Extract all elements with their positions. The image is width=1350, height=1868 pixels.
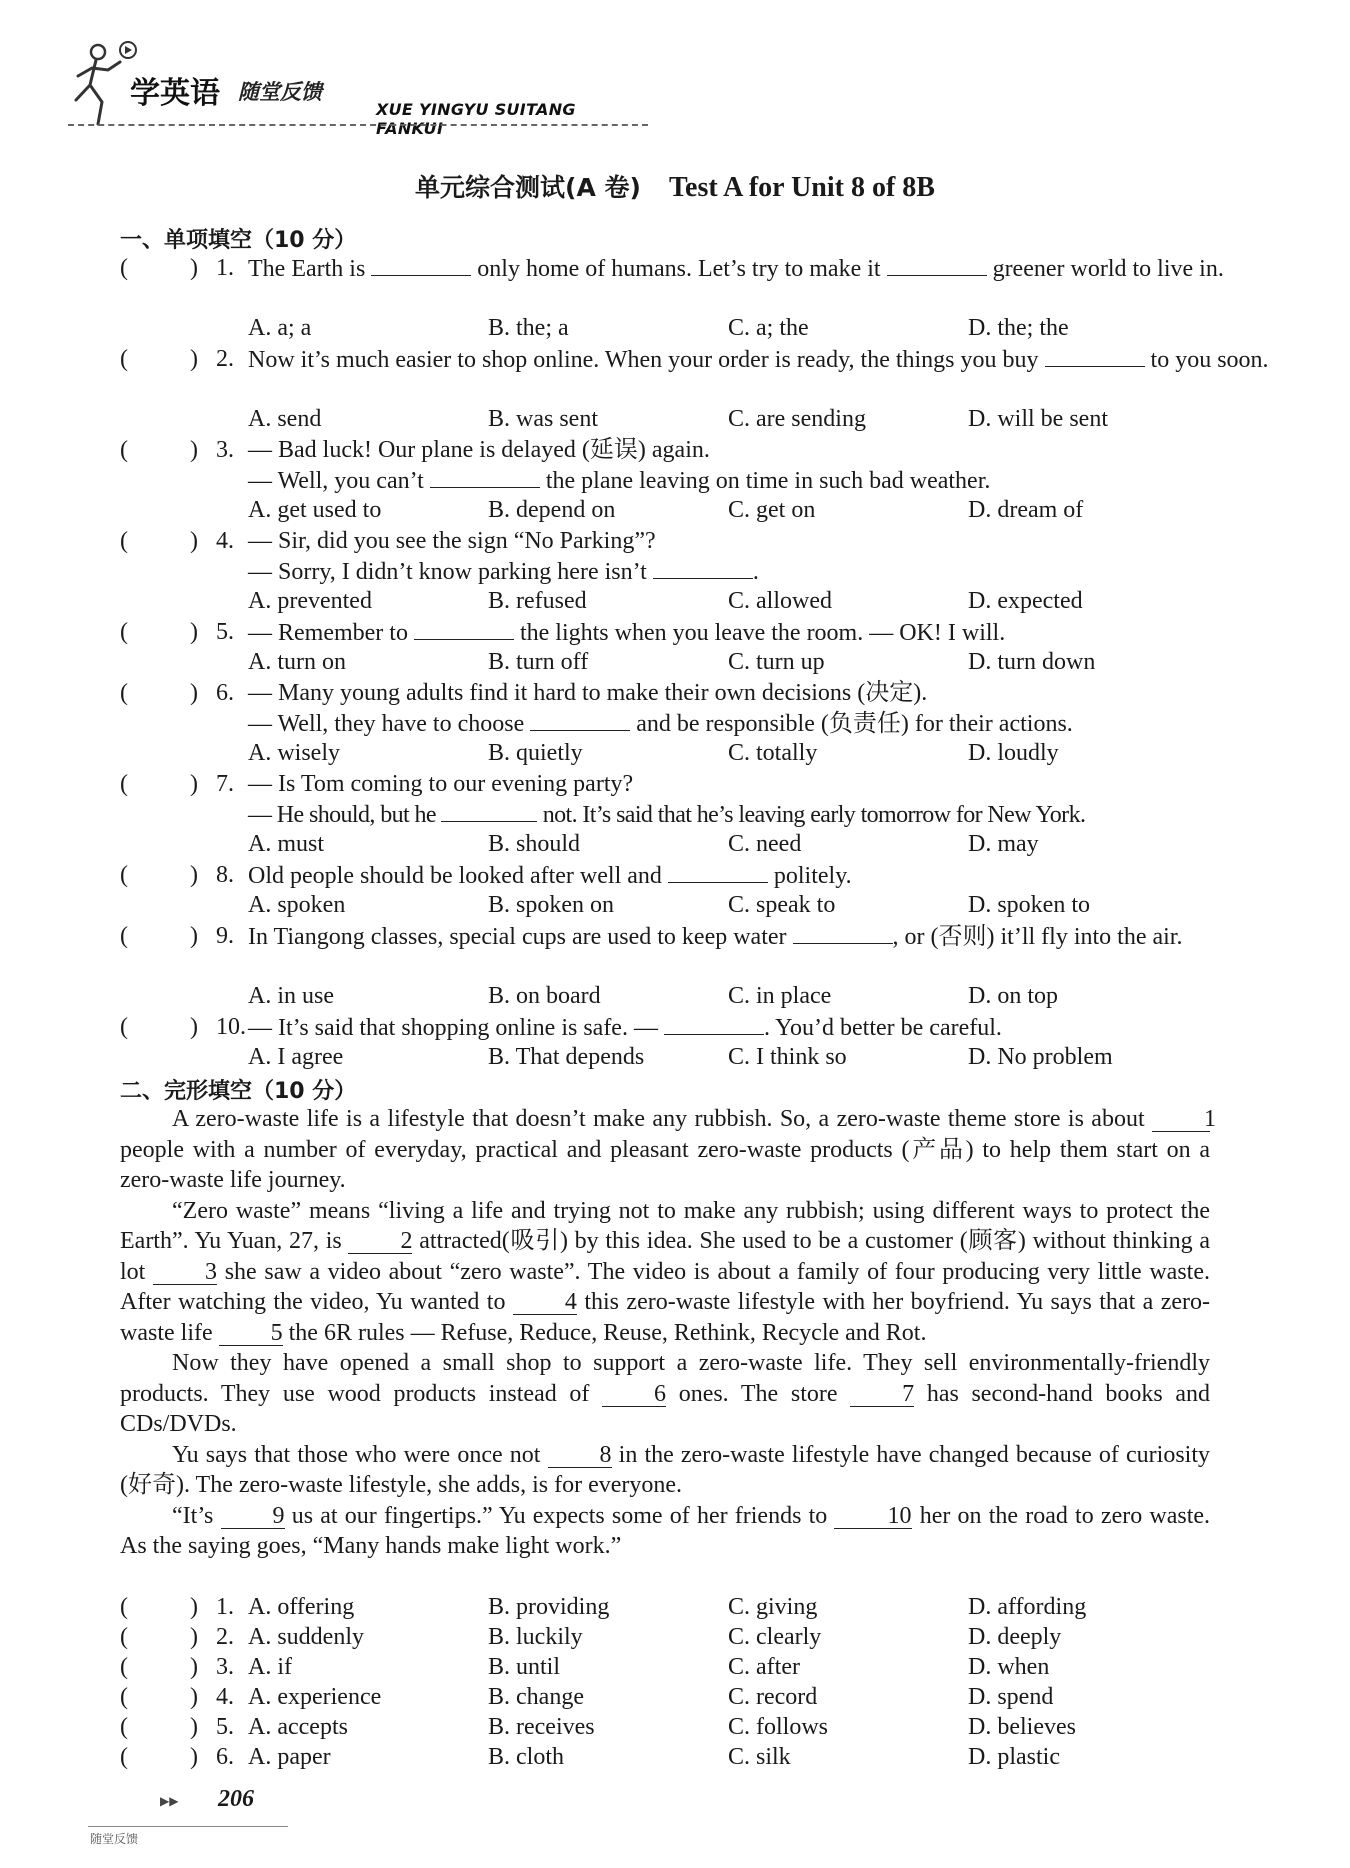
blank (668, 860, 768, 883)
text-segment: . You’d better be careful. (763, 1015, 1002, 1041)
question-number: 6. (216, 680, 234, 706)
text-segment: — Remember to (248, 620, 408, 646)
text-segment: Yu says that those who were once not (172, 1441, 541, 1468)
text-segment: her on the road to zero waste. As the saying goes, “Many hands make light work.” (120, 1502, 1211, 1559)
option-c: C. are sending (728, 406, 866, 432)
page-header (68, 40, 648, 136)
text-segment: the lights when you leave the room. — OK! I will. (519, 620, 1006, 646)
text-segment: attracted(吸引) by this idea. She used to be a customer (顾客) without thinking a lot (120, 1228, 1211, 1285)
option-a: A. wisely (248, 740, 340, 766)
option-c: C. need (728, 831, 802, 857)
option-d: D. on top (968, 983, 1058, 1009)
option-c: C. a; the (728, 315, 809, 341)
question-text (248, 253, 1330, 284)
option-c: C. record (728, 1684, 818, 1710)
option-b: B. That depends (488, 1044, 645, 1070)
options (248, 1652, 1330, 1682)
cloze-blank-9: 9 (221, 1504, 285, 1529)
text-segment: — Bad luck! Our plane is delayed (延误) again. (248, 437, 710, 463)
question-number: 4. (216, 528, 234, 554)
option-c: C. totally (728, 740, 818, 766)
text-segment: Old people should be looked after well and (248, 863, 662, 889)
text-segment: — It’s said that shopping online is safe. — (248, 1015, 658, 1041)
option-d: D. dream of (968, 497, 1084, 523)
option-b: B. until (488, 1654, 561, 1680)
question-number: 5. (216, 619, 234, 645)
text-segment: us at our fingertips.” Yu expects some of her friends to (291, 1502, 828, 1529)
question-text-line2 (248, 556, 1330, 587)
question-text (248, 1012, 1330, 1043)
question-text-line2 (248, 708, 1330, 739)
page-number: 206 (218, 1786, 254, 1812)
passage-paragraph-1 (120, 1104, 1216, 1196)
text-segment: — Many young adults find it hard to make their own decisions (决定). (248, 680, 928, 706)
blank (441, 799, 537, 822)
options (248, 1592, 1330, 1622)
question-number: 7. (216, 771, 234, 797)
cloze-blank-10: 10 (834, 1504, 912, 1529)
option-b: B. turn off (488, 649, 589, 675)
question-number: 9. (216, 923, 234, 949)
question-number: 3. (216, 1654, 234, 1680)
question-number: 2. (216, 346, 234, 372)
option-a: A. offering (248, 1594, 355, 1620)
option-d: D. expected (968, 588, 1083, 614)
blank (530, 708, 630, 731)
logo-text: 学英语 (130, 76, 220, 111)
option-a: A. in use (248, 983, 334, 1009)
option-b: B. refused (488, 588, 587, 614)
blank (1045, 344, 1145, 367)
question-number: 2. (216, 1624, 234, 1650)
cloze-passage (120, 1104, 1216, 1562)
question-number: 8. (216, 862, 234, 888)
text-segment: — Sorry, I didn’t know parking here isn’t (248, 559, 647, 585)
question-text (248, 921, 1330, 952)
text-segment: this zero-waste lifestyle with her boyfriend. Yu says that a zero-waste life (120, 1289, 1211, 1346)
option-a: A. spoken (248, 892, 346, 918)
option-a: A. experience (248, 1684, 382, 1710)
blank (664, 1012, 764, 1035)
options (248, 404, 1330, 434)
text-segment: In Tiangong classes, special cups are used to keep water (248, 924, 787, 950)
option-a: A. must (248, 831, 325, 857)
option-a: A. I agree (248, 1044, 344, 1070)
text-segment: people with a number of everyday, practical and pleasant zero-waste products (产品) to help them start on a zero-waste life journey. (120, 1136, 1210, 1193)
blank (793, 921, 893, 944)
cloze-blank-4: 4 (513, 1290, 577, 1315)
option-a: A. a; a (248, 315, 312, 341)
options (248, 1622, 1330, 1652)
passage-paragraph-3 (120, 1348, 1210, 1440)
option-d: D. No problem (968, 1044, 1113, 1070)
text-segment: fly into the air. (1041, 924, 1183, 950)
passage-paragraph-5 (120, 1501, 1210, 1562)
footer-divider (88, 1826, 288, 1827)
blank (414, 617, 514, 640)
options (248, 495, 1330, 525)
option-c: C. giving (728, 1594, 818, 1620)
text-segment: — Well, they have to choose (248, 711, 525, 737)
double-arrow-icon: ▶▶ (160, 1794, 179, 1808)
option-b: B. the; a (488, 315, 569, 341)
text-segment: only home of humans. Let’s try to make it (477, 256, 881, 282)
options (248, 890, 1330, 920)
option-d: D. loudly (968, 740, 1059, 766)
text-segment: world to live in. (1070, 256, 1224, 282)
text-segment: — He should, but he (248, 802, 436, 828)
option-c: C. after (728, 1654, 800, 1680)
cloze-blank-6: 6 (602, 1382, 666, 1407)
text-segment: the 6R rules — Refuse, Reduce, Reuse, Rethink, Recycle and Rot. (288, 1319, 927, 1346)
text-segment: politely. (773, 863, 852, 889)
option-b: B. was sent (488, 406, 598, 432)
option-d: D. when (968, 1654, 1050, 1680)
text-segment: “Zero waste” means “living a life and trying not to make any rubbish; using different ways to protect the Earth”. Yu Yuan, 27, is (120, 1197, 1210, 1254)
option-c: C. turn up (728, 649, 825, 675)
page-title (0, 168, 1350, 204)
section2-heading: 二、完形填空（10 分） (120, 1079, 357, 1104)
question-number: 1. (216, 1594, 234, 1620)
logo-english: XUE YINGYU SUITANG FANKUI (376, 100, 576, 138)
options (248, 1042, 1330, 1072)
option-d: D. may (968, 831, 1039, 857)
question-text (248, 617, 1330, 648)
option-d: D. deeply (968, 1624, 1062, 1650)
option-b: B. depend on (488, 497, 616, 523)
cloze-blank-3: 3 (153, 1260, 217, 1285)
cloze-blank-1: 1 (1152, 1107, 1210, 1132)
options (248, 647, 1330, 677)
options (248, 1682, 1330, 1712)
options (248, 586, 1330, 616)
option-c: C. follows (728, 1714, 829, 1740)
options (248, 829, 1330, 859)
question-text (248, 526, 1330, 556)
option-a: A. paper (248, 1744, 331, 1770)
option-b: B. change (488, 1684, 584, 1710)
option-b: B. should (488, 831, 581, 857)
option-d: D. spoken to (968, 892, 1090, 918)
question-text-line2 (248, 799, 1330, 830)
option-b: B. cloth (488, 1744, 564, 1770)
cloze-blank-2: 2 (348, 1229, 412, 1254)
title-cn: 单元综合测试(A 卷) (415, 173, 641, 202)
text-segment: to you soon. (1150, 347, 1269, 373)
text-segment: ones. The store (678, 1380, 838, 1407)
title-en: Test A for Unit 8 of 8B (668, 172, 935, 203)
blank (653, 556, 753, 579)
option-d: D. the; the (968, 315, 1069, 341)
options (248, 1712, 1330, 1742)
option-c: C. in place (728, 983, 832, 1009)
text-segment: and be responsible (负责任) for their actions. (636, 711, 1073, 737)
passage-paragraph-2 (120, 1196, 1210, 1349)
text-segment: she saw a video about “zero waste”. The video is about a family of four producing very little waste. After watching the video, Yu wanted to (120, 1258, 1210, 1315)
option-d: D. will be sent (968, 406, 1108, 432)
question-text (248, 769, 1330, 799)
text-segment: in the zero-waste lifestyle have changed because of curiosity (好奇). The zero-waste lifestyle, she adds, is for everyone. (120, 1441, 1211, 1498)
option-a: A. send (248, 406, 322, 432)
text-segment: — Is Tom coming to our evening party? (248, 771, 634, 797)
option-a: A. prevented (248, 588, 372, 614)
question-number: 10. (216, 1014, 246, 1040)
cloze-blank-8: 8 (548, 1443, 612, 1468)
question-number: 3. (216, 437, 234, 463)
logo-subtitle: 随堂反馈 (238, 80, 322, 104)
text-segment: the plane leaving on time in such bad weather. (545, 468, 991, 494)
question-text-line2 (248, 465, 1330, 496)
option-b: B. quietly (488, 740, 583, 766)
question-text (248, 344, 1330, 375)
option-d: D. turn down (968, 649, 1096, 675)
option-d: D. believes (968, 1714, 1076, 1740)
text-segment: “It’s (172, 1502, 214, 1529)
option-b: B. receives (488, 1714, 595, 1740)
question-number: 5. (216, 1714, 234, 1740)
text-segment: The Earth is (248, 256, 366, 282)
question-number: 4. (216, 1684, 234, 1710)
section1-heading: 一、单项填空（10 分） (120, 228, 357, 253)
text-segment: A zero-waste life is a lifestyle that doesn’t make any rubbish. So, a zero-waste theme store is about (172, 1106, 1145, 1132)
text-segment: has second-hand books and CDs/DVDs. (120, 1380, 1211, 1437)
text-segment: . (752, 559, 759, 585)
question-number: 6. (216, 1744, 234, 1770)
options (248, 738, 1330, 768)
option-b: B. luckily (488, 1624, 583, 1650)
option-c: C. clearly (728, 1624, 822, 1650)
option-a: A. accepts (248, 1714, 348, 1740)
option-a: A. if (248, 1654, 292, 1680)
option-b: B. on board (488, 983, 601, 1009)
option-a: A. get used to (248, 497, 382, 523)
option-a: A. turn on (248, 649, 346, 675)
text-segment: — Well, you can’t (248, 468, 424, 494)
option-d: D. affording (968, 1594, 1087, 1620)
header-divider (68, 124, 648, 126)
option-d: D. plastic (968, 1744, 1060, 1770)
text-segment: , or (否则) it’ll (892, 924, 1036, 950)
footer-label: 随堂反馈 (90, 1832, 139, 1846)
question-text (248, 860, 1330, 891)
text-segment: Now it’s much easier to shop online. When your order is ready, the things you buy (248, 347, 1039, 373)
option-b: B. spoken on (488, 892, 614, 918)
option-c: C. allowed (728, 588, 832, 614)
option-c: C. get on (728, 497, 816, 523)
blank (371, 253, 471, 276)
text-segment: greener (992, 256, 1065, 282)
runner-logo-icon (68, 40, 138, 130)
options (248, 313, 1330, 343)
option-a: A. suddenly (248, 1624, 364, 1650)
option-c: C. silk (728, 1744, 791, 1770)
cloze-blank-5: 5 (219, 1321, 283, 1346)
text-segment: — Sir, did you see the sign “No Parking”? (248, 528, 656, 554)
cloze-blank-7: 7 (850, 1382, 914, 1407)
question-text (248, 678, 1330, 708)
options (248, 1742, 1330, 1772)
option-b: B. providing (488, 1594, 610, 1620)
text-segment: Now they have opened a small shop to support a zero-waste life. They sell environmentally-friendly products. They use wood products instead of (120, 1350, 1210, 1407)
question-text (248, 435, 1330, 465)
question-number: 1. (216, 255, 234, 281)
option-c: C. I think so (728, 1044, 847, 1070)
options (248, 981, 1330, 1011)
blank (430, 465, 540, 488)
text-segment: not. It’s said that he’s leaving early tomorrow for New York. (542, 802, 1086, 828)
option-c: C. speak to (728, 892, 836, 918)
option-d: D. spend (968, 1684, 1054, 1710)
passage-paragraph-4 (120, 1440, 1210, 1501)
blank (887, 253, 987, 276)
